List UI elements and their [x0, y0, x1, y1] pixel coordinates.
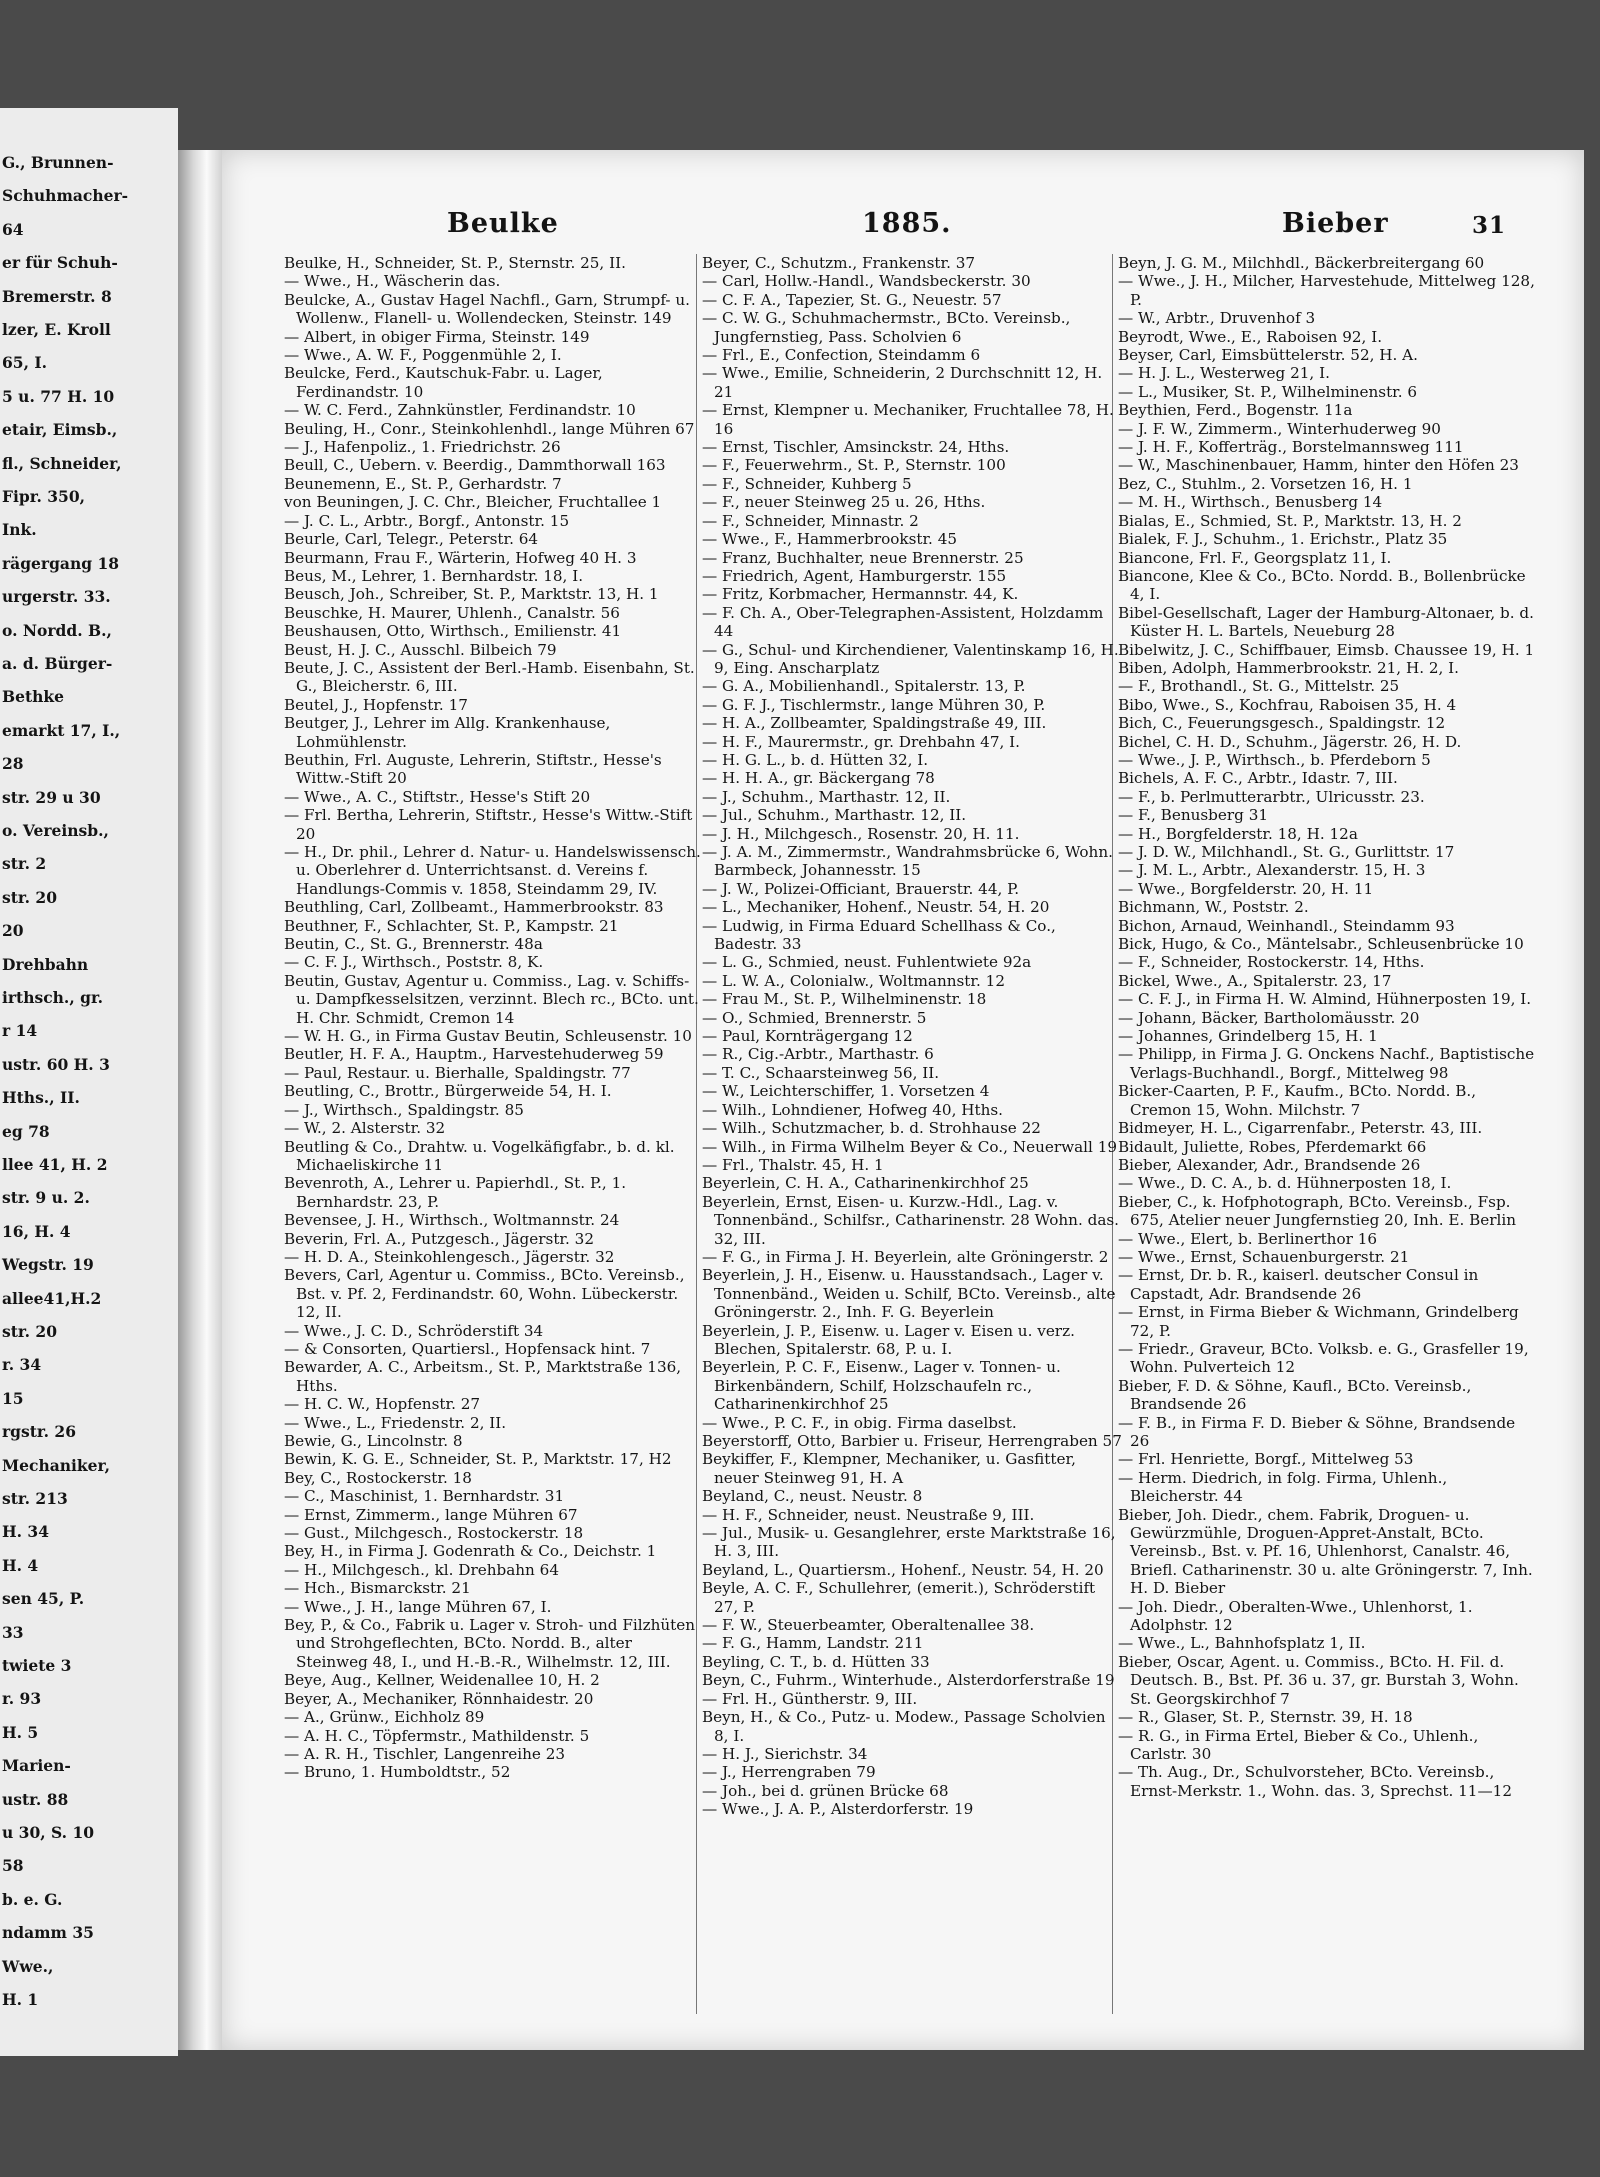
- directory-entry: Bieber, C., k. Hofphotograph, BCto. Vereinsb., Fsp. 675, Atelier neuer Jungfernstieg 20, Inh. E. Berlin: [1118, 1192, 1517, 1230]
- directory-entry: — H. H. A., gr. Bäckergang 78: [702, 769, 935, 788]
- directory-entry: Beutler, H. F. A., Hauptm., Harvestehuderweg 59: [284, 1045, 664, 1064]
- directory-entry: Biancone, Klee & Co., BCto. Nordd. B., Bollenbrücke 4, I.: [1118, 566, 1526, 604]
- directory-entry: — Wwe., A. W. F., Poggenmühle 2, I.: [284, 346, 562, 365]
- directory-entry: Beutel, J., Hopfenstr. 17: [284, 695, 468, 714]
- left-page-line: llee 41, H. 2: [2, 1155, 108, 1174]
- left-page-line: str. 20: [2, 1322, 57, 1341]
- directory-entry: — Wwe., L., Bahnhofsplatz 1, II.: [1118, 1634, 1366, 1653]
- left-page-line: 65, I.: [2, 353, 48, 373]
- directory-entry: Bibelwitz, J. C., Schiffbauer, Eimsb. Chaussee 19, H. 1: [1118, 640, 1535, 659]
- left-page-fragment: [0, 108, 178, 2056]
- left-page-line: ustr. 60 H. 3: [2, 1054, 110, 1074]
- left-page-line: Mechaniker,: [2, 1455, 110, 1475]
- directory-entry: — F., b. Perlmutterarbtr., Ulricusstr. 23.: [1118, 787, 1425, 806]
- directory-entry: Bick, Hugo, & Co., Mäntelsabr., Schleusenbrücke 10: [1118, 935, 1524, 954]
- directory-entry: — F., Schneider, Minnastr. 2: [702, 511, 919, 530]
- left-page-line: fl., Schneider,: [2, 453, 122, 473]
- directory-entry: Bieber, Joh. Diedr., chem. Fabrik, Droguen- u. Gewürzmühle, Droguen-Appret-Anstalt, BCto. Vereinsb., Bst. v. Pf. 16, Uhlenhorst, Canalstr. 46, Briefl. Catharinenstr. 30 u. alte Gröningerstr. 7, Inh. H. D. Bieber: [1118, 1505, 1533, 1598]
- directory-entry: — J. F. W., Zimmerm., Winterhuderweg 90: [1118, 419, 1441, 438]
- directory-entry: — F., Feuerwehrm., St. P., Sternstr. 100: [702, 456, 1006, 475]
- directory-entry: — H., Milchgesch., kl. Drehbahn 64: [284, 1560, 559, 1579]
- running-head-left: Beulke: [447, 208, 559, 239]
- directory-entry: — L., Musiker, St. P., Wilhelminenstr. 6: [1118, 382, 1418, 401]
- directory-entry: — H., Borgfelderstr. 18, H. 12a: [1118, 824, 1358, 843]
- directory-entry: — F., neuer Steinweg 25 u. 26, Hths.: [702, 493, 986, 512]
- directory-entry: Bichels, A. F. C., Arbtr., Idastr. 7, III.: [1118, 769, 1398, 788]
- directory-entry: Beykiffer, F., Klempner, Mechaniker, u. Gasfitter, neuer Steinweg 91, H. A: [702, 1450, 1076, 1487]
- directory-entry: Beyer, C., Schutzm., Frankenstr. 37: [702, 254, 976, 272]
- directory-entry: — Fritz, Korbmacher, Hermannstr. 44, K.: [702, 585, 1019, 604]
- left-page-line: u 30, S. 10: [2, 1823, 95, 1842]
- left-page-line: allee41,H.2: [2, 1288, 102, 1308]
- directory-entry: Bichmann, W., Poststr. 2.: [1118, 898, 1309, 917]
- directory-entry: — H. J. L., Westerweg 21, I.: [1118, 364, 1330, 383]
- directory-entry: — Frl., Thalstr. 45, H. 1: [702, 1155, 884, 1174]
- directory-entry: — W., Maschinenbauer, Hamm, hinter den Höfen 23: [1118, 456, 1519, 475]
- directory-entry: Beyrodt, Wwe., E., Raboisen 92, I.: [1118, 327, 1383, 346]
- directory-entry: Beyerlein, C. H. A., Catharinenkirchhof 25: [702, 1174, 1029, 1193]
- directory-entry: Biancone, Frl. F., Georgsplatz 11, I.: [1118, 548, 1392, 567]
- left-page-line: lzer, E. Kroll: [2, 320, 111, 339]
- directory-entry: — H. F., Schneider, neust. Neustraße 9, III.: [702, 1505, 1035, 1524]
- directory-entry: — Wwe., H., Wäscherin das.: [284, 272, 501, 291]
- directory-column-3: [1118, 254, 1538, 2034]
- directory-entry: — Johann, Bäcker, Bartholomäusstr. 20: [1118, 1008, 1420, 1027]
- directory-entry: — F. W., Steuerbeamter, Oberaltenallee 38.: [702, 1616, 1035, 1635]
- directory-entry: — Wilh., Lohndiener, Hofweg 40, Hths.: [702, 1100, 1003, 1119]
- directory-entry: — M. H., Wirthsch., Benusberg 14: [1118, 493, 1383, 512]
- directory-entry: Bey, P., & Co., Fabrik u. Lager v. Stroh- und Filzhüten und Strohgeflechten, BCto. Nordd. B., alter Steinweg 48, I., und H.-B.-R., Wilhelmstr. 12, III.: [284, 1616, 696, 1671]
- directory-entry: — Friedrich, Agent, Hamburgerstr. 155: [702, 566, 1007, 585]
- directory-entry: Bey, C., Rostockerstr. 18: [284, 1468, 472, 1487]
- directory-entry: — Frl., E., Confection, Steindamm 6: [702, 346, 981, 365]
- directory-entry: — C. F. J., in Firma H. W. Almind, Hühnerposten 19, I.: [1118, 990, 1532, 1009]
- left-page-line: rgstr. 26: [2, 1422, 76, 1442]
- left-page-line: Wwe.,: [2, 1956, 54, 1976]
- directory-entry: Bicker-Caarten, P. F., Kaufm., BCto. Nordd. B., Cremon 15, Wohn. Milchstr. 7: [1118, 1082, 1477, 1119]
- directory-entry: Bibel-Gesellschaft, Lager der Hamburg-Altonaer, b. d. Küster H. L. Bartels, Neueburg 28: [1118, 603, 1534, 641]
- directory-entry: Beyerlein, P. C. F., Eisenw., Lager v. Tonnen- u. Birkenbändern, Schilf, Holzschaufeln rc., Catharinenkirchhof 25: [702, 1358, 1061, 1414]
- directory-entry: — Frau M., St. P., Wilhelminenstr. 18: [702, 990, 987, 1009]
- directory-entry: — R., Glaser, St. P., Sternstr. 39, H. 18: [1118, 1708, 1413, 1727]
- directory-entry: Bevers, Carl, Agentur u. Commiss., BCto. Vereinsb., Bst. v. Pf. 2, Ferdinandstr. 60, Wohn. Lübeckerstr. 12, II.: [284, 1266, 685, 1322]
- running-head-year: 1885.: [862, 208, 952, 239]
- directory-entry: — Wilh., Schutzmacher, b. d. Strohhause 22: [702, 1119, 1041, 1138]
- directory-entry: — Wwe., F., Hammerbrookstr. 45: [702, 530, 958, 549]
- directory-entry: — Bruno, 1. Humboldtstr., 52: [284, 1763, 511, 1782]
- directory-entry: — C., Maschinist, 1. Bernhardstr. 31: [284, 1487, 565, 1506]
- directory-entry: — J. C. L., Arbtr., Borgf., Antonstr. 15: [284, 511, 570, 530]
- left-page-line: o. Vereinsb.,: [2, 821, 109, 840]
- directory-entry: — Wwe., Borgfelderstr. 20, H. 11: [1118, 879, 1374, 898]
- directory-entry: — F., Schneider, Kuhberg 5: [702, 474, 912, 493]
- left-page-line: 28: [2, 754, 24, 774]
- left-page-line: str. 20: [2, 887, 57, 907]
- directory-entry: — Wwe., J. P., Wirthsch., b. Pferdeborn 5: [1118, 750, 1431, 769]
- directory-entry: Bichon, Arnaud, Weinhandl., Steindamm 93: [1118, 916, 1455, 935]
- directory-entry: Beutling & Co., Drahtw. u. Vogelkäfigfabr., b. d. kl. Michaeliskirche 11: [284, 1137, 675, 1174]
- directory-entry: — Ernst, Zimmerm., lange Mühren 67: [284, 1505, 578, 1524]
- left-page-line: str. 29 u 30: [2, 787, 101, 807]
- directory-page: [222, 150, 1584, 2050]
- directory-entry: Beutling, C., Brottr., Bürgerweide 54, H. I.: [284, 1082, 612, 1101]
- left-page-line: o. Nordd. B.,: [2, 620, 112, 640]
- directory-entry: — Ernst, Klempner u. Mechaniker, Fruchtallee 78, H. 16: [702, 401, 1114, 438]
- directory-entry: Bichel, C. H. D., Schuhm., Jägerstr. 26, H. D.: [1118, 732, 1462, 751]
- directory-entry: — Ludwig, in Firma Eduard Schellhass & Co., Badestr. 33: [702, 916, 1056, 954]
- directory-entry: — Frl. Henriette, Borgf., Mittelweg 53: [1118, 1450, 1414, 1469]
- directory-entry: Beyling, C. T., b. d. Hütten 33: [702, 1652, 930, 1671]
- directory-entry: Bewin, K. G. E., Schneider, St. P., Marktstr. 17, H2: [284, 1450, 672, 1469]
- directory-entry: — Jul., Musik- u. Gesanglehrer, erste Marktstraße 16, H. 3, III.: [702, 1524, 1116, 1561]
- left-page-line: 20: [2, 921, 24, 941]
- directory-entry: Beuthin, Frl. Auguste, Lehrerin, Stiftstr., Hesse's Wittw.-Stift 20: [284, 750, 662, 788]
- left-page-line: H. 1: [2, 1990, 39, 2009]
- directory-entry: — J. H., Milchgesch., Rosenstr. 20, H. 11.: [702, 824, 1020, 843]
- directory-entry: — Franz, Buchhalter, neue Brennerstr. 25: [702, 548, 1024, 567]
- directory-entry: Beus, M., Lehrer, 1. Bernhardstr. 18, I.: [284, 566, 584, 585]
- left-page-line: H. 5: [2, 1722, 39, 1742]
- left-page-line: ndamm 35: [2, 1923, 94, 1943]
- directory-entry: — Frl. Bertha, Lehrerin, Stiftstr., Hesse's Wittw.-Stift 20: [284, 806, 693, 843]
- left-page-line: twiete 3: [2, 1656, 72, 1675]
- directory-entry: — F. B., in Firma F. D. Bieber & Söhne, Brandsende 26: [1118, 1413, 1516, 1450]
- directory-entry: Bidault, Juliette, Robes, Pferdemarkt 66: [1118, 1137, 1427, 1156]
- directory-entry: Bialek, F. J., Schuhm., 1. Erichstr., Platz 35: [1118, 530, 1448, 549]
- directory-entry: Beyerlein, Ernst, Eisen- u. Kurzw.-Hdl., Lag. v. Tonnenbänd., Schilfsr., Catharinenstr. 28 Wohn. das. 32, III.: [702, 1192, 1120, 1248]
- page-number: 31: [1472, 212, 1507, 239]
- directory-entry: Beurle, Carl, Telegr., Peterstr. 64: [284, 530, 539, 549]
- directory-entry: Beyerlein, J. P., Eisenw. u. Lager v. Eisen u. verz. Blechen, Spitalerstr. 68, P. u. I.: [702, 1321, 1075, 1358]
- directory-entry: — Wwe., J. C. D., Schröderstift 34: [284, 1321, 544, 1340]
- directory-entry: — G. A., Mobilienhandl., Spitalerstr. 13, P.: [702, 677, 1026, 696]
- directory-entry: — L. G., Schmied, neust. Fuhlentwiete 92a: [702, 953, 1032, 972]
- directory-entry: — H. A., Zollbeamter, Spaldingstraße 49, III.: [702, 714, 1047, 733]
- left-page-line: str. 9 u. 2.: [2, 1188, 90, 1208]
- directory-entry: — H. C. W., Hopfenstr. 27: [284, 1395, 481, 1414]
- directory-entry: — & Consorten, Quartiersl., Hopfensack hint. 7: [284, 1339, 651, 1358]
- directory-entry: Bez, C., Stuhlm., 2. Vorsetzen 16, H. 1: [1118, 474, 1413, 493]
- left-page-line: b. e. G.: [2, 1889, 63, 1909]
- left-page-line: Bethke: [2, 687, 64, 707]
- left-page-line: r. 93: [2, 1689, 42, 1709]
- directory-entry: — F., Benusberg 31: [1118, 806, 1269, 825]
- directory-entry: — J. W., Polizei-Officiant, Brauerstr. 44, P.: [702, 879, 1020, 898]
- directory-entry: Bieber, Alexander, Adr., Brandsende 26: [1118, 1155, 1421, 1174]
- directory-entry: Beyn, J. G. M., Milchhdl., Bäckerbreitergang 60: [1118, 254, 1485, 272]
- directory-entry: — Th. Aug., Dr., Schulvorsteher, BCto. Vereinsb., Ernst-Merkstr. 1., Wohn. das. 3, Sprechst. 11—12: [1118, 1763, 1512, 1800]
- left-page-line: ustr. 88: [2, 1789, 69, 1809]
- directory-entry: — F. G., in Firma J. H. Beyerlein, alte Gröningerstr. 2: [702, 1247, 1109, 1266]
- directory-entry: Bibo, Wwe., S., Kochfrau, Raboisen 35, H. 4: [1118, 695, 1457, 714]
- directory-entry: Beurmann, Frau F., Wärterin, Hofweg 40 H. 3: [284, 548, 637, 567]
- directory-entry: — Paul, Kornträgergang 12: [702, 1027, 913, 1046]
- directory-entry: Beunemenn, E., St. P., Gerhardstr. 7: [284, 474, 562, 493]
- left-page-line: Wegstr. 19: [2, 1255, 94, 1275]
- directory-entry: Bich, C., Feuerungsgesch., Spaldingstr. 12: [1118, 714, 1446, 733]
- left-page-line: er für Schuh-: [2, 253, 118, 273]
- directory-column-2: [702, 254, 1122, 2034]
- left-page-line: Bremerstr. 8: [2, 286, 112, 306]
- left-page-line: a. d. Bürger-: [2, 654, 113, 673]
- directory-entry: Beust, H. J. C., Ausschl. Bilbeich 79: [284, 640, 557, 659]
- directory-entry: — L. W. A., Colonialw., Woltmannstr. 12: [702, 971, 1005, 990]
- directory-entry: Bialas, E., Schmied, St. P., Marktstr. 13, H. 2: [1118, 511, 1462, 530]
- left-page-line: rägergang 18: [2, 553, 120, 573]
- directory-entry: Beythien, Ferd., Bogenstr. 11a: [1118, 401, 1353, 420]
- left-page-line: 15: [2, 1388, 24, 1408]
- directory-entry: Bevenroth, A., Lehrer u. Papierhdl., St. P., 1. Bernhardstr. 23, P.: [284, 1174, 627, 1211]
- directory-entry: — Wwe., D. C. A., b. d. Hühnerposten 18, I.: [1118, 1174, 1452, 1193]
- directory-entry: — R., Cig.-Arbtr., Marthastr. 6: [702, 1045, 934, 1064]
- directory-entry: — Wwe., P. C. F., in obig. Firma daselbst.: [702, 1413, 1017, 1432]
- directory-entry: — H. G. L., b. d. Hütten 32, I.: [702, 750, 929, 769]
- directory-entry: Beuling, H., Conr., Steinkohlenhdl., lange Mühren 67: [284, 419, 695, 438]
- directory-entry: — Johannes, Grindelberg 15, H. 1: [1118, 1027, 1378, 1046]
- directory-entry: Beusch, Joh., Schreiber, St. P., Marktstr. 13, H. 1: [284, 585, 659, 604]
- directory-entry: — H. D. A., Steinkohlengesch., Jägerstr. 32: [284, 1247, 615, 1266]
- directory-entry: — Gust., Milchgesch., Rostockerstr. 18: [284, 1524, 584, 1543]
- left-page-line: urgerstr. 33.: [2, 587, 111, 607]
- directory-entry: — J., Hafenpoliz., 1. Friedrichstr. 26: [284, 438, 561, 457]
- directory-entry: — W., Leichterschiffer, 1. Vorsetzen 4: [702, 1082, 990, 1101]
- left-page-line: sen 45, P.: [2, 1589, 85, 1609]
- directory-entry: — C. F. J., Wirthsch., Poststr. 8, K.: [284, 953, 544, 972]
- directory-entry: — J., Wirthsch., Spaldingstr. 85: [284, 1100, 524, 1119]
- directory-entry: von Beuningen, J. C. Chr., Bleicher, Fruchtallee 1: [284, 493, 662, 512]
- directory-entry: Beyland, L., Quartiersm., Hohenf., Neustr. 54, H. 20: [702, 1560, 1104, 1579]
- directory-entry: Beulcke, Ferd., Kautschuk-Fabr. u. Lager, Ferdinandstr. 10: [284, 364, 603, 401]
- directory-entry: — Jul., Schuhm., Marthastr. 12, II.: [702, 806, 967, 825]
- directory-entry: — Wwe., Elert, b. Berlinerthor 16: [1118, 1229, 1378, 1248]
- left-page-line: emarkt 17, I.,: [2, 720, 121, 740]
- directory-entry: Bickel, Wwe., A., Spitalerstr. 23, 17: [1118, 971, 1392, 990]
- directory-entry: — A. R. H., Tischler, Langenreihe 23: [284, 1744, 566, 1763]
- left-page-line: 5 u. 77 H. 10: [2, 386, 115, 406]
- directory-entry: — C. F. A., Tapezier, St. G., Neuestr. 57: [702, 290, 1002, 309]
- left-page-line: H. 4: [2, 1555, 39, 1575]
- directory-entry: Bey, H., in Firma J. Godenrath & Co., Deichstr. 1: [284, 1542, 657, 1561]
- directory-entry: — Wwe., A. C., Stiftstr., Hesse's Stift 20: [284, 787, 591, 806]
- directory-entry: Beye, Aug., Kellner, Weidenallee 10, H. 2: [284, 1671, 600, 1690]
- left-page-line: r 14: [2, 1021, 38, 1041]
- left-page-line: H. 34: [2, 1522, 50, 1542]
- directory-entry: — Wwe., J. H., lange Mühren 67, I.: [284, 1597, 552, 1616]
- directory-entry: Bevensee, J. H., Wirthsch., Woltmannstr. 24: [284, 1211, 620, 1230]
- directory-entry: Beutin, Gustav, Agentur u. Commiss., Lag. v. Schiffs- u. Dampfkesselsitzen, verzinnt. Blech rc., BCto. unt. H. Chr. Schmidt, Cremon 14: [284, 971, 699, 1027]
- left-page-line: str. 2: [2, 854, 47, 874]
- directory-entry: — Wilh., in Firma Wilhelm Beyer & Co., Neuerwall 19: [702, 1137, 1118, 1156]
- directory-entry: — H. J., Sierichstr. 34: [702, 1744, 868, 1763]
- left-page-line: Ink.: [2, 520, 37, 540]
- directory-entry: — H. F., Maurermstr., gr. Drehbahn 47, I.: [702, 732, 1020, 751]
- left-page-line: Hths., II.: [2, 1088, 80, 1108]
- directory-entry: — F., Brothandl., St. G., Mittelstr. 25: [1118, 677, 1400, 696]
- directory-entry: — Albert, in obiger Firma, Steinstr. 149: [284, 327, 590, 346]
- directory-entry: Beyser, Carl, Eimsbüttelerstr. 52, H. A.: [1118, 346, 1418, 365]
- directory-entry: — Frl. H., Güntherstr. 9, III.: [702, 1689, 918, 1708]
- directory-entry: — J., Herrengraben 79: [702, 1763, 876, 1782]
- directory-entry: — W. C. Ferd., Zahnkünstler, Ferdinandstr. 10: [284, 401, 636, 420]
- directory-entry: — H., Dr. phil., Lehrer d. Natur- u. Handelswissensch. u. Oberlehrer d. Unterrichtsanst. d. Vereins f. Handlungs-Commis v. 1858, Steindamm 29, IV.: [284, 843, 701, 898]
- left-page-line: Drehbahn: [2, 954, 89, 974]
- directory-entry: Beyer, A., Mechaniker, Rönnhaidestr. 20: [284, 1689, 594, 1708]
- directory-entry: — A., Grünw., Eichholz 89: [284, 1708, 485, 1727]
- directory-entry: — Hch., Bismarckstr. 21: [284, 1579, 471, 1598]
- directory-entry: Beyland, C., neust. Neustr. 8: [702, 1487, 923, 1506]
- directory-entry: — O., Schmied, Brennerstr. 5: [702, 1008, 927, 1027]
- left-page-line: eg 78: [2, 1121, 50, 1141]
- left-page-line: etair, Eimsb.,: [2, 420, 118, 440]
- directory-entry: — W., Arbtr., Druvenhof 3: [1118, 309, 1316, 328]
- directory-entry: Beutin, C., St. G., Brennerstr. 48a: [284, 935, 543, 954]
- left-page-line: G., Brunnen-: [2, 153, 114, 172]
- directory-entry: — J. A. M., Zimmermstr., Wandrahmsbrücke 6, Wohn. Barmbeck, Johannesstr. 15: [702, 843, 1113, 880]
- directory-entry: Beyerstorff, Otto, Barbier u. Friseur, Herrengraben 57: [702, 1432, 1122, 1450]
- directory-entry: — Wwe., Ernst, Schauenburgerstr. 21: [1118, 1247, 1410, 1266]
- directory-entry: — J. M. L., Arbtr., Alexanderstr. 15, H. 3: [1118, 861, 1426, 880]
- left-page-line: Schuhmacher-: [2, 186, 129, 206]
- left-page-line: 16, H. 4: [2, 1221, 71, 1241]
- directory-entry: — Philipp, in Firma J. G. Onckens Nachf., Baptistische Verlags-Buchhandl., Borgf., Mittelweg 98: [1118, 1045, 1535, 1082]
- directory-entry: Beyn, H., & Co., Putz- u. Modew., Passage Scholvien 8, I.: [702, 1708, 1106, 1745]
- left-page-line: 64: [2, 219, 24, 239]
- directory-entry: — Wwe., Emilie, Schneiderin, 2 Durchschnitt 12, H. 21: [702, 364, 1103, 401]
- directory-entry: Beverin, Frl. A., Putzgesch., Jägerstr. 32: [284, 1229, 594, 1248]
- directory-entry: Beutger, J., Lehrer im Allg. Krankenhause, Lohmühlenstr.: [284, 714, 611, 751]
- directory-entry: — A. H. C., Töpfermstr., Mathildenstr. 5: [284, 1726, 590, 1745]
- directory-entry: — C. W. G., Schuhmachermstr., BCto. Vereinsb., Jungfernstieg, Pass. Scholvien 6: [702, 309, 1071, 346]
- directory-entry: Beute, J. C., Assistent der Berl.-Hamb. Eisenbahn, St. G., Bleicherstr. 6, III.: [284, 658, 695, 696]
- directory-entry: — Ernst, Tischler, Amsinckstr. 24, Hths.: [702, 438, 1010, 457]
- directory-column-1: [284, 254, 704, 2034]
- left-page-line: Fipr. 350,: [2, 487, 86, 506]
- directory-entry: — J. D. W., Milchhandl., St. G., Gurlittstr. 17: [1118, 843, 1455, 861]
- directory-entry: — W., 2. Alsterstr. 32: [284, 1119, 446, 1138]
- directory-entry: — F. Ch. A., Ober-Telegraphen-Assistent, Holzdamm 44: [702, 603, 1104, 641]
- directory-entry: — J., Schuhm., Marthastr. 12, II.: [702, 787, 951, 806]
- directory-entry: — Herm. Diedrich, in folg. Firma, Uhlenh., Bleicherstr. 44: [1118, 1468, 1448, 1506]
- directory-entry: — W. H. G., in Firma Gustav Beutin, Schleusenstr. 10: [284, 1027, 692, 1046]
- directory-entry: — G. F. J., Tischlermstr., lange Mühren 30, P.: [702, 695, 1046, 714]
- directory-entry: Beuthner, F., Schlachter, St. P., Kampstr. 21: [284, 916, 619, 935]
- directory-entry: — Ernst, Dr. b. R., kaiserl. deutscher Consul in Capstadt, Adr. Brandsende 26: [1118, 1266, 1479, 1303]
- directory-entry: — Wwe., L., Friedenstr. 2, II.: [284, 1413, 507, 1432]
- directory-entry: — Wwe., J. A. P., Alsterdorferstr. 19: [702, 1800, 974, 1819]
- directory-entry: Beulcke, A., Gustav Hagel Nachfl., Garn, Strumpf- u. Wollenw., Flanell- u. Wollendecken, Steinstr. 149: [284, 290, 691, 328]
- directory-entry: Bieber, F. D. & Söhne, Kaufl., BCto. Vereinsb., Brandsende 26: [1118, 1376, 1472, 1414]
- left-page-line: 58: [2, 1856, 24, 1876]
- directory-entry: Beyn, C., Fuhrm., Winterhude., Alsterdorferstraße 19: [702, 1671, 1115, 1690]
- directory-entry: Beull, C., Uebern. v. Beerdig., Dammthorwall 163: [284, 456, 666, 475]
- directory-entry: — Paul, Restaur. u. Bierhalle, Spaldingstr. 77: [284, 1063, 631, 1082]
- left-page-line: Marien-: [2, 1756, 71, 1776]
- directory-entry: — F. G., Hamm, Landstr. 211: [702, 1634, 924, 1653]
- directory-entry: Bewarder, A. C., Arbeitsm., St. P., Marktstraße 136, Hths.: [284, 1358, 682, 1395]
- left-page-line: r. 34: [2, 1355, 42, 1375]
- directory-entry: — Joh., bei d. grünen Brücke 68: [702, 1781, 949, 1800]
- directory-entry: — Joh. Diedr., Oberalten-Wwe., Uhlenhorst, 1. Adolphstr. 12: [1118, 1597, 1473, 1635]
- directory-entry: — Carl, Hollw.-Handl., Wandsbeckerstr. 30: [702, 272, 1031, 291]
- directory-entry: Beyle, A. C. F., Schullehrer, (emerit.), Schröderstift 27, P.: [702, 1579, 1096, 1616]
- directory-entry: Beushausen, Otto, Wirthsch., Emilienstr. 41: [284, 622, 622, 641]
- running-head-right: Bieber: [1282, 208, 1389, 239]
- directory-entry: Bidmeyer, H. L., Cigarrenfabr., Peterstr. 43, III.: [1118, 1119, 1483, 1138]
- directory-entry: — F., Schneider, Rostockerstr. 14, Hths.: [1118, 953, 1425, 972]
- directory-entry: — J. H. F., Kofferträg., Borstelmannsweg 111: [1118, 438, 1464, 457]
- directory-entry: Beuschke, H. Maurer, Uhlenh., Canalstr. 56: [284, 603, 620, 622]
- directory-entry: — R. G., in Firma Ertel, Bieber & Co., Uhlenh., Carlstr. 30: [1118, 1726, 1479, 1763]
- directory-entry: — T. C., Schaarsteinweg 56, II.: [702, 1063, 940, 1082]
- directory-entry: — G., Schul- und Kirchendiener, Valentinskamp 16, H. 9, Eing. Anscharplatz: [702, 640, 1119, 677]
- directory-entry: — Wwe., J. H., Milcher, Harvestehude, Mittelweg 128, P.: [1118, 272, 1535, 309]
- directory-entry: — Ernst, in Firma Bieber & Wichmann, Grindelberg 72, P.: [1118, 1303, 1519, 1340]
- left-page-line: 33: [2, 1622, 24, 1642]
- directory-entry: Beuthling, Carl, Zollbeamt., Hammerbrookstr. 83: [284, 898, 664, 917]
- left-page-line: str. 213: [2, 1489, 68, 1508]
- directory-entry: Beulke, H., Schneider, St. P., Sternstr. 25, II.: [284, 254, 626, 272]
- directory-entry: Beyerlein, J. H., Eisenw. u. Hausstandsach., Lager v. Tonnenbänd., Weiden u. Schilf, BCto. Vereinsb., alte Gröningerstr. 2., Inh. F. G. Beyerlein: [702, 1266, 1116, 1322]
- directory-entry: — L., Mechaniker, Hohenf., Neustr. 54, H. 20: [702, 898, 1050, 917]
- directory-entry: Bieber, Oscar, Agent. u. Commiss., BCto. H. Fil. d. Deutsch. B., Bst. Pf. 36 u. 37, gr. Burstah 3, Wohn. St. Georgskirchhof 7: [1118, 1652, 1519, 1708]
- directory-entry: Bewie, G., Lincolnstr. 8: [284, 1432, 463, 1450]
- directory-entry: Biben, Adolph, Hammerbrookstr. 21, H. 2, I.: [1118, 658, 1460, 677]
- directory-entry: — Friedr., Graveur, BCto. Volksb. e. G., Grasfeller 19, Wohn. Pulverteich 12: [1118, 1339, 1529, 1377]
- left-page-line: irthsch., gr.: [2, 988, 104, 1007]
